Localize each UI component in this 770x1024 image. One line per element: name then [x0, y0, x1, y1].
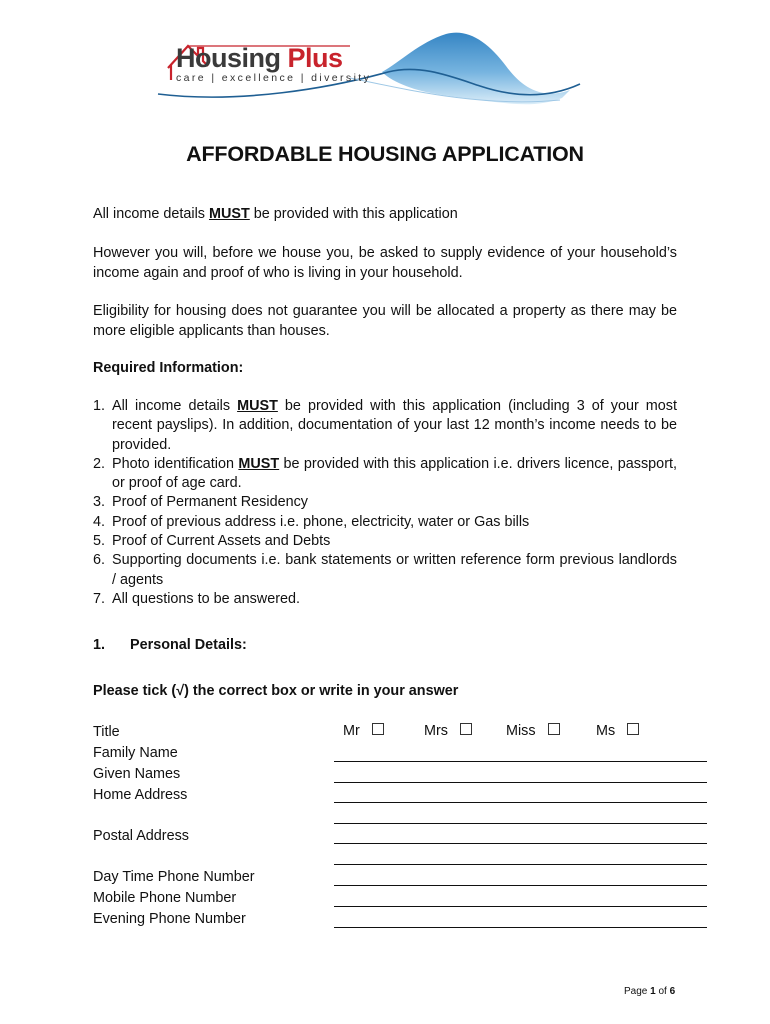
intro-text: All income details [93, 206, 209, 222]
given-names-label: Given Names [93, 766, 181, 782]
intro-paragraph-2: However you will, before we house you, be asked to supply evidence of your household’s income again and proof of who is living in your household. [93, 245, 677, 281]
list-text: All questions to be answered. [112, 590, 300, 607]
page-title: AFFORDABLE HOUSING APPLICATION [186, 142, 584, 166]
given-names-field[interactable] [334, 782, 707, 783]
mobile-phone-label: Mobile Phone Number [93, 890, 237, 906]
postal-address-label: Postal Address [93, 828, 189, 844]
list-text: be provided with this application i.e. drivers licence, passport, or proof of age card. [112, 455, 677, 492]
brand-tagline: care | excellence | diversity [176, 72, 372, 84]
postal-address-field-line-2[interactable] [334, 864, 707, 865]
list-text: Proof of previous address i.e. phone, electricity, water or Gas bills [112, 513, 530, 530]
evening-phone-field[interactable] [334, 927, 707, 928]
list-text: Photo identification [112, 455, 239, 472]
brand-logo-text [176, 44, 371, 84]
section-title: Personal Details: [130, 637, 247, 653]
option-label: Miss [506, 723, 536, 739]
home-address-field-line-1[interactable] [334, 802, 707, 803]
list-number: 6. [93, 552, 106, 569]
intro-text: be provided with this application [249, 206, 458, 222]
home-address-field-line-2[interactable] [334, 823, 707, 824]
evening-phone-label: Evening Phone Number [93, 911, 246, 927]
must-emphasis: MUST [208, 206, 250, 222]
list-text: be provided with this application (including 3 of your most recent payslips). In addition, documentation of your last 12 month’s income needs to be provided. [112, 398, 677, 453]
current-page: 1 [650, 986, 656, 997]
home-address-label: Home Address [93, 787, 188, 803]
list-text: All income details [112, 398, 238, 414]
required-list [93, 397, 677, 609]
list-number: 7. [93, 590, 106, 607]
list-item [93, 493, 677, 512]
list-text: Proof of Permanent Residency [112, 494, 308, 511]
list-item [93, 455, 677, 494]
family-name-field[interactable] [334, 761, 707, 762]
brand-name-plus: Plus [287, 43, 343, 73]
list-text: Proof of Current Assets and Debts [112, 533, 331, 550]
option-label: Mr [343, 723, 360, 739]
brand-name-housing: Housing [176, 43, 281, 73]
option-label: Ms [596, 723, 616, 739]
total-pages: 6 [669, 986, 676, 997]
day-phone-label: Day Time Phone Number [93, 869, 255, 885]
list-text: Supporting documents i.e. bank statements or written reference form previous landlords / agents [112, 552, 677, 588]
intro-paragraph-1 [93, 205, 677, 225]
day-phone-field[interactable] [334, 885, 707, 886]
postal-address-field-line-1[interactable] [334, 843, 707, 844]
list-number: 1. [93, 398, 106, 414]
page-word: Page [624, 986, 651, 997]
list-number: 2. [93, 455, 106, 472]
title-label: Title [93, 724, 120, 740]
intro-paragraph-3: Eligibility for housing does not guarantee you will be allocated a property as there may be more eligible applicants than houses. [93, 303, 677, 339]
checkbox-mrs[interactable] [460, 723, 472, 735]
form-instruction: Please tick (√) the correct box or write in your answer [93, 683, 459, 699]
list-item [93, 551, 677, 590]
checkbox-mr[interactable] [372, 723, 384, 735]
title-option-miss [506, 723, 560, 739]
list-item [93, 397, 677, 455]
page-number [624, 986, 675, 997]
title-option-mr [343, 723, 384, 739]
section-heading [93, 637, 247, 653]
checkbox-ms[interactable] [627, 723, 639, 735]
list-number: 5. [93, 533, 106, 550]
title-option-mrs [424, 723, 472, 739]
list-item [93, 590, 677, 609]
of-word: of [655, 986, 670, 997]
section-number: 1. [93, 637, 106, 653]
list-number: 3. [93, 494, 106, 511]
title-option-ms [596, 723, 639, 739]
checkbox-miss[interactable] [548, 723, 560, 735]
list-item [93, 532, 677, 551]
family-name-label: Family Name [93, 745, 178, 761]
required-heading: Required Information: [93, 360, 244, 376]
list-item [93, 513, 677, 532]
must-emphasis: MUST [238, 455, 280, 472]
must-emphasis: MUST [237, 398, 278, 414]
option-label: Mrs [424, 723, 448, 739]
brand-name [176, 44, 371, 72]
list-number: 4. [93, 513, 106, 530]
mobile-phone-field[interactable] [334, 906, 707, 907]
